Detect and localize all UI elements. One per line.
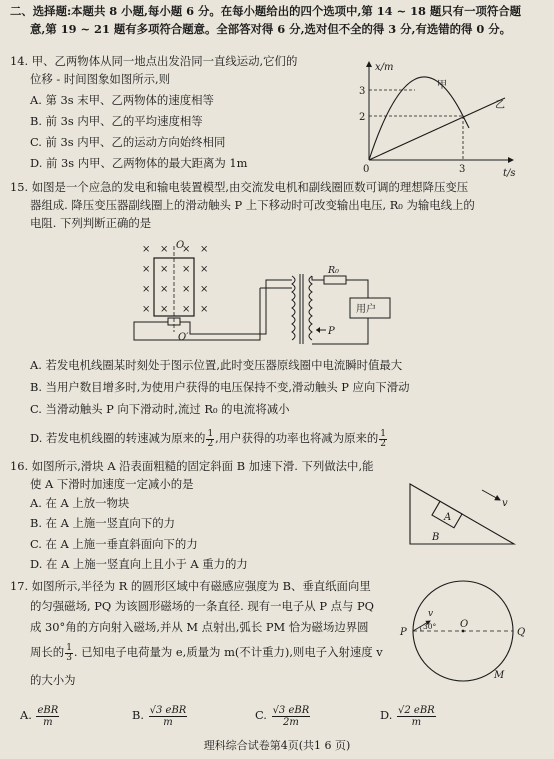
q17-stem-line5: 的大小为 (30, 673, 76, 687)
q15-option-d (30, 425, 388, 451)
section-heading-line1: 二、选择题:本题共 8 小题,每小题 6 分。在每小题给出的四个选项中,第 14 ~ 18 题只有一项符合题 (10, 4, 522, 18)
q16-stem-line1: 16. 如图所示,滑块 A 沿表面粗糙的固定斜面 B 加速下滑. 下列做法中,能 (10, 459, 374, 473)
label-O: O (460, 619, 469, 630)
q14-xt-graph (355, 56, 525, 181)
fraction-third: $\frac{1}{3}$ (66, 642, 72, 663)
label-P: P (400, 627, 407, 638)
svg-text:×: × (142, 284, 151, 295)
svg-text:×: × (142, 244, 151, 255)
origin-label: 0 (363, 164, 370, 175)
y2-label: 2 (359, 112, 366, 123)
label-user: 用户 (356, 304, 376, 315)
svg-text:×: × (182, 244, 191, 255)
q17-option-b: B. $\frac{\text{√3 eBR}}{m}$ (132, 704, 187, 728)
q15-optd-part1: D. 若发电机线圈的转速减为原来的 (30, 431, 206, 445)
label-B: B (432, 532, 440, 543)
label-O: O (176, 240, 185, 251)
fraction-half-1: $\frac{1}{2}$ (207, 428, 214, 449)
q15-option-b: B. 当用户数目增多时,为使用户获得的电压保持不变,滑动触头 P 应向下滑动 (30, 380, 410, 394)
q16-option-a: A. 在 A 上放一物块 (30, 496, 130, 510)
q14-option-d: D. 前 3s 内甲、乙两物体的最大距离为 1m (30, 156, 248, 170)
q15-stem-line2: 器组成. 降压变压器副线圈上的滑动触头 P 上下移动时可改变输出电压, R₀ 为输电线上的 (30, 198, 475, 212)
label-O-prime: O′ (178, 332, 189, 343)
ylabel: x/m (375, 62, 394, 73)
label-Q: Q (517, 627, 526, 638)
velocity-arrow (482, 490, 500, 500)
q16-stem-line2: 使 A 下滑时加速度一定减小的是 (30, 477, 194, 491)
resistor-R0 (324, 276, 346, 284)
q15-option-c: C. 当滑动触头 P 向下滑动时,流过 R₀ 的电流将减小 (30, 402, 290, 416)
svg-text:×: × (200, 244, 209, 255)
label-P: P (328, 326, 335, 337)
label-A: A (444, 512, 452, 523)
label-M: M (494, 670, 505, 681)
q16-option-c: C. 在 A 上施一垂直斜面向下的力 (30, 537, 198, 551)
q16-option-d: D. 在 A 上施一竖直向上且小于 A 重力的力 (30, 557, 248, 571)
q17-option-a: A. $\frac{\text{eBR}}{m}$ (20, 704, 59, 728)
center-dot (462, 630, 465, 633)
q16-option-b: B. 在 A 上施一竖直向下的力 (30, 516, 175, 530)
svg-text:×: × (160, 304, 169, 315)
q15-stem-line3: 电阻. 下列判断正确的是 (30, 216, 152, 230)
q17-stem-line3: 成 30°角的方向射入磁场,并从 M 点射出,弧长 PM 恰为磁场边界圆 (30, 620, 369, 634)
secondary-coil (309, 276, 312, 340)
q14-option-b: B. 前 3s 内甲、乙的平均速度相等 (30, 114, 203, 128)
svg-text:×: × (200, 264, 209, 275)
page-footer: 理科综合试卷第4页(共1 6 页) (203, 739, 351, 752)
svg-text:×: × (160, 244, 169, 255)
label-v: v (428, 609, 434, 619)
wire-left (134, 288, 260, 340)
svg-text:×: × (182, 284, 191, 295)
q17-option-d: D. $\frac{\text{√2 eBR}}{m}$ (380, 704, 435, 728)
q14-option-c: C. 前 3s 内甲、乙的运动方向始终相同 (30, 135, 226, 149)
yi-label: 乙 (495, 100, 505, 111)
svg-text:×: × (182, 264, 191, 275)
magnetic-field-crosses (142, 244, 208, 315)
q14-option-a: A. 第 3s 末甲、乙两物体的速度相等 (30, 93, 214, 107)
y3-label: 3 (359, 86, 366, 97)
q15-option-a: A. 若发电机线圈某时刻处于图示位置,此时变压器原线圈中电流瞬时值最大 (30, 358, 403, 372)
svg-text:×: × (200, 304, 209, 315)
q17-stem-line1: 17. 如图所示,半径为 R 的圆形区域中有磁感应强度为 B、垂直纸面向里 (10, 579, 371, 593)
svg-text:×: × (160, 264, 169, 275)
label-R0: R₀ (328, 265, 339, 276)
q15-circuit-figure (130, 236, 420, 350)
line-yi (369, 98, 505, 160)
q17-stem-line2: 的匀强磁场, PQ 为该圆形磁场的一条直径. 现有一电子从 P 点与 PQ (30, 599, 375, 613)
curve-jia (369, 77, 469, 160)
section-heading-line2: 意,第 19 ~ 21 题有多项符合题意。全部答对得 6 分,选对但不全的得 3 分,有选错的得 0 分。 (30, 22, 512, 36)
jia-label: 甲 (437, 80, 447, 91)
q16-incline-figure (400, 478, 525, 550)
t3-label: 3 (459, 164, 466, 175)
q17-option-c: C. $\frac{\text{√3 eBR}}{2m}$ (255, 704, 310, 728)
fraction-half-2: $\frac{1}{2}$ (380, 428, 386, 449)
svg-text:×: × (200, 284, 209, 295)
primary-coil (292, 276, 295, 340)
svg-text:×: × (182, 304, 191, 315)
label-angle: 30° (423, 622, 437, 631)
q15-optd-part2: ,用户获得的功率也将减为原来的 (215, 431, 379, 445)
q17-stem-line4: 周长的 $\frac{1}{3}$ . 已知电子电荷量为 e,质量为 m(不计重力),则电子入射速度 v (30, 642, 383, 663)
svg-text:×: × (142, 264, 151, 275)
q14-stem-line1: 14. 甲、乙两物体从同一地点出发沿同一直线运动,它们的 (10, 54, 298, 68)
q15-stem-line1: 15. 如图是一个应急的发电和输电装置模型,由交流发电机和副线圈匝数可调的理想降压变压 (10, 180, 469, 194)
label-v: v (502, 498, 508, 509)
svg-text:×: × (142, 304, 151, 315)
q14-stem-line2: 位移 - 时间图象如图所示,则 (30, 72, 171, 86)
svg-text:×: × (160, 284, 169, 295)
xlabel: t/s (503, 168, 516, 179)
q17-magnetic-circle-figure (390, 578, 530, 682)
